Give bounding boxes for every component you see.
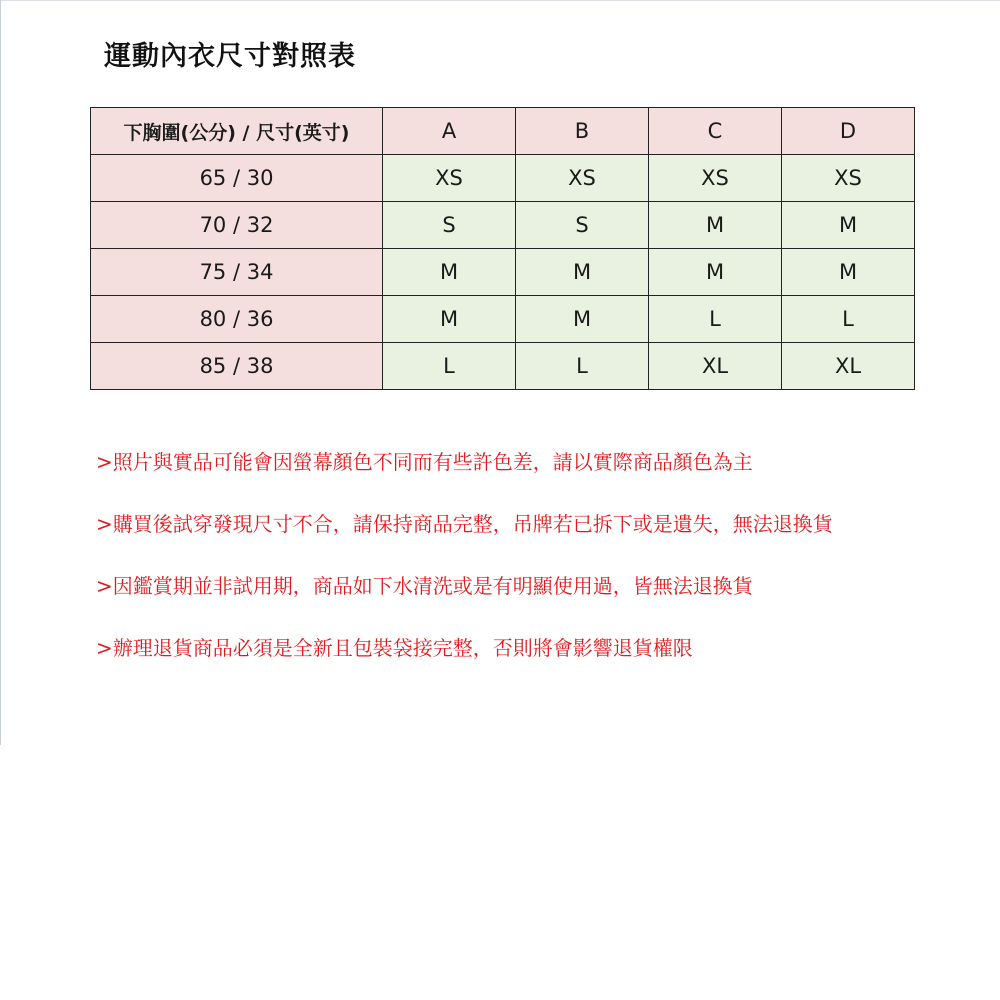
column-header: B [516, 108, 649, 155]
size-cell: M [649, 202, 782, 249]
size-cell: L [516, 343, 649, 390]
size-cell: M [516, 249, 649, 296]
row-header: 65 / 30 [91, 155, 383, 202]
corner-header: 下胸圍(公分) / 尺寸(英寸) [91, 108, 383, 155]
notice-item: >購買後試穿發現尺寸不合，請保持商品完整，吊牌若已拆下或是遺失，無法退換貨 [96, 512, 833, 536]
table-header-row [91, 108, 915, 155]
notice-item: >照片與實品可能會因螢幕顏色不同而有些許色差，請以實際商品顏色為主 [96, 450, 753, 474]
table-row [91, 343, 915, 390]
row-header: 70 / 32 [91, 202, 383, 249]
row-header: 75 / 34 [91, 249, 383, 296]
column-header: C [649, 108, 782, 155]
size-chart-table [90, 107, 915, 390]
size-cell: XS [516, 155, 649, 202]
size-cell: L [782, 296, 915, 343]
size-cell: XL [649, 343, 782, 390]
notice-item: >因鑑賞期並非試用期，商品如下水清洗或是有明顯使用過，皆無法退換貨 [96, 574, 753, 598]
table-row [91, 249, 915, 296]
size-cell: M [383, 296, 516, 343]
table-row [91, 202, 915, 249]
size-cell: XS [782, 155, 915, 202]
size-cell: XS [649, 155, 782, 202]
row-header: 85 / 38 [91, 343, 383, 390]
size-cell: M [649, 249, 782, 296]
size-cell: L [383, 343, 516, 390]
size-cell: M [782, 249, 915, 296]
size-cell: S [516, 202, 649, 249]
size-cell: L [649, 296, 782, 343]
column-header: D [782, 108, 915, 155]
top-border [0, 0, 1000, 1]
column-header: A [383, 108, 516, 155]
size-cell: M [516, 296, 649, 343]
size-cell: M [782, 202, 915, 249]
row-header: 80 / 36 [91, 296, 383, 343]
table-row [91, 155, 915, 202]
size-cell: XS [383, 155, 516, 202]
left-border [0, 0, 1, 745]
notice-list [96, 447, 833, 695]
table-row [91, 296, 915, 343]
page-title: 運動內衣尺寸對照表 [104, 41, 356, 72]
notice-item: >辦理退貨商品必須是全新且包裝袋接完整，否則將會影響退貨權限 [96, 636, 693, 660]
size-cell: S [383, 202, 516, 249]
size-cell: XL [782, 343, 915, 390]
size-cell: M [383, 249, 516, 296]
